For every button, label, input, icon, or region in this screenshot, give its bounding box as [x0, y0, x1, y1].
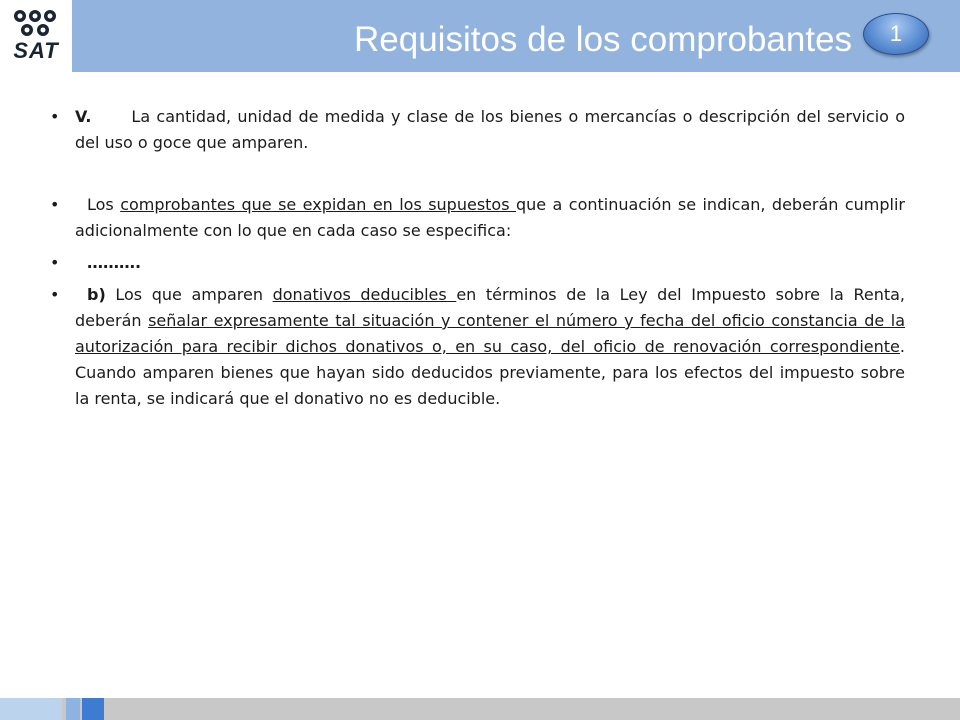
footer-accent — [0, 698, 62, 720]
item-text: La cantidad, unidad de medida y clase de los bienes o mercancías o descripción del servicio o del uso o goce que amparen. — [75, 107, 905, 152]
item-label: b) — [87, 285, 106, 304]
footer-accent — [82, 698, 104, 720]
list-item — [50, 104, 905, 156]
bullet-icon: • — [50, 107, 60, 126]
slide-content — [50, 104, 905, 412]
item-text: . Cuando amparen bienes que hayan sido deducidos previamente, para los efectos del impuesto sobre la renta, se indicará que el donativo no es deducible. — [75, 337, 905, 408]
footer-accent — [66, 698, 80, 720]
page-number-badge — [863, 13, 929, 55]
item-text: Los que amparen — [105, 285, 273, 304]
underlined-text: donativos deducibles — [272, 285, 457, 304]
bullet-icon: • — [50, 253, 60, 272]
bullet-icon: • — [50, 285, 60, 304]
underlined-text: comprobantes que se expidan en los supuestos — [120, 195, 516, 214]
item-text: que a continuación se indican, deberán cumplir adicionalmente con lo que en cada caso se especifica: — [75, 195, 906, 240]
page-title: Requisitos de los comprobantes — [354, 20, 853, 59]
item-text: Los — [87, 195, 121, 214]
sat-logo — [0, 0, 72, 72]
list-item — [50, 282, 905, 412]
page-number: 1 — [889, 21, 903, 46]
bullet-icon: • — [50, 195, 60, 214]
title-bar — [72, 0, 960, 72]
sat-logo-icon — [10, 8, 60, 38]
item-text: en términos de la Ley del Impuesto sobre la Renta, deberán — [75, 285, 905, 330]
underlined-text: señalar expresamente tal situación y contener el número y fecha del oficio constancia de la autorización para recibir dichos donativos o, en su caso, del oficio de renovación correspondiente — [75, 311, 906, 356]
list-item — [50, 250, 905, 276]
ellipsis-text: ………. — [87, 253, 142, 272]
item-label: V. — [75, 107, 92, 126]
footer-bar — [0, 698, 960, 720]
logo-wordmark: SAT — [13, 38, 59, 63]
list-item — [50, 192, 905, 244]
